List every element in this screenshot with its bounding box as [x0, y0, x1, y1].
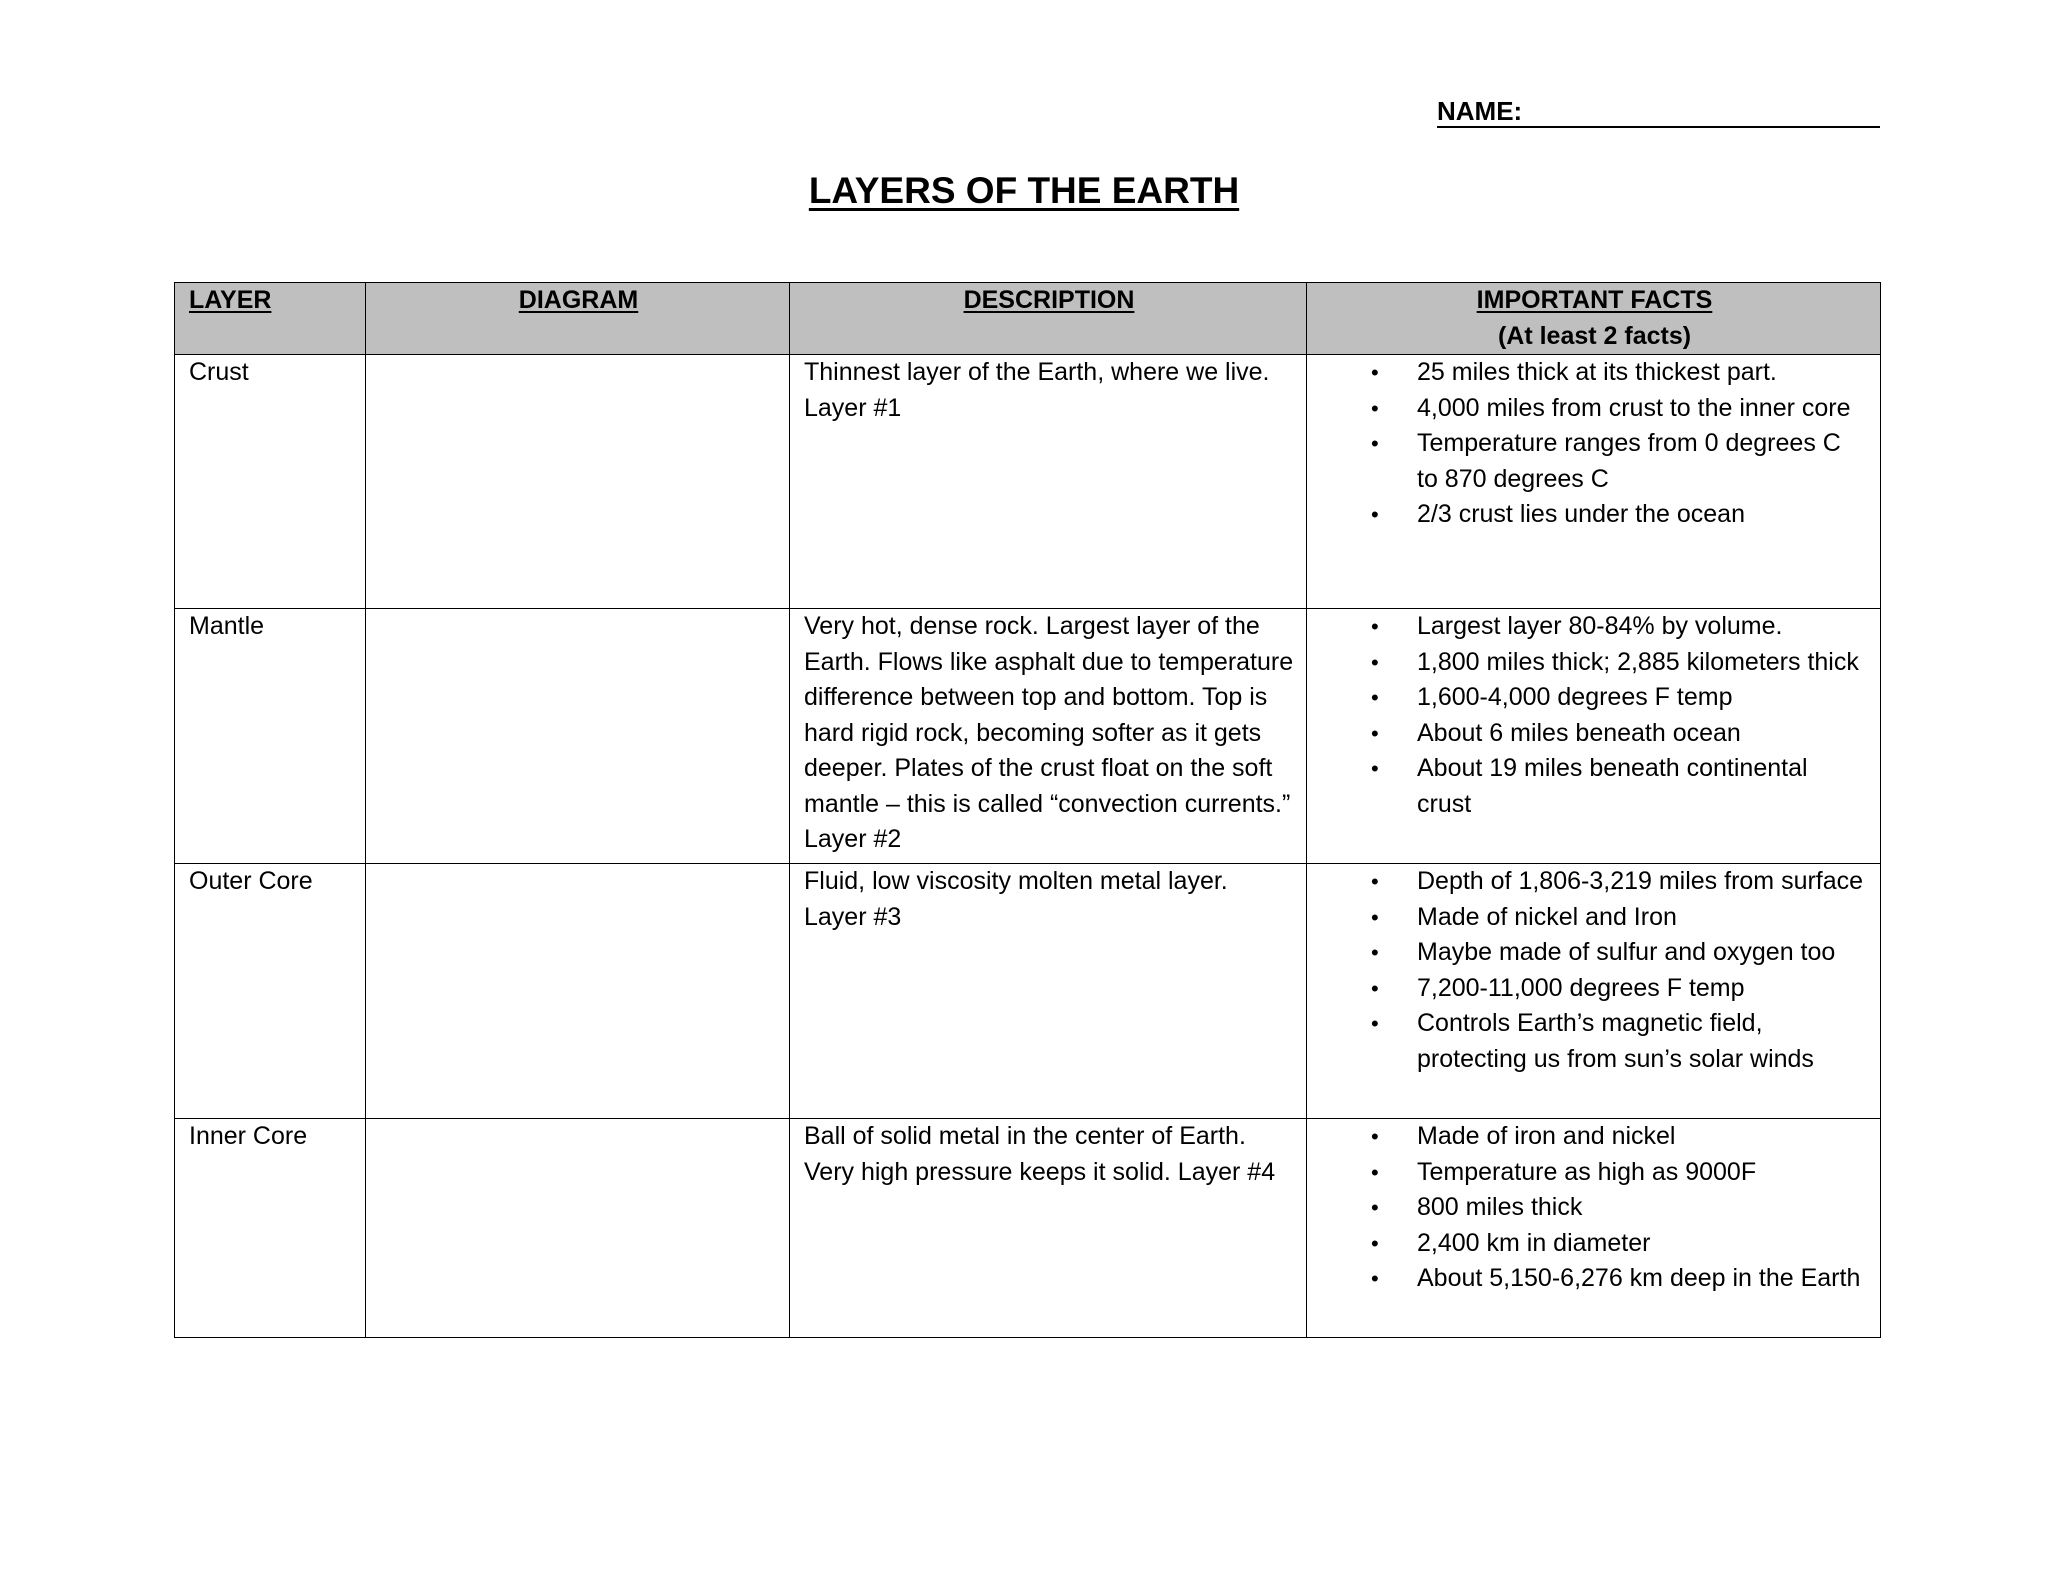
facts-cell	[1307, 864, 1881, 1119]
fact-item: • 1,600-4,000 degrees F temp	[1321, 680, 1868, 716]
fact-item: • 4,000 miles from crust to the inner core	[1321, 391, 1868, 427]
facts-cell	[1307, 355, 1881, 609]
table-row	[175, 864, 1881, 1119]
page-title	[0, 166, 2048, 216]
diagram-cell[interactable]	[366, 1119, 790, 1338]
layer-cell: Outer Core	[175, 864, 366, 1119]
fact-item: • Made of iron and nickel	[1321, 1119, 1868, 1155]
table-row	[175, 355, 1881, 609]
page-title-text: LAYERS OF THE EARTH	[808, 170, 1240, 211]
fact-item: • 25 miles thick at its thickest part.	[1321, 355, 1868, 391]
header-description	[790, 283, 1307, 355]
fact-item: • Controls Earth’s magnetic field, protecting us from sun’s solar winds	[1321, 1006, 1868, 1077]
table-row	[175, 1119, 1881, 1338]
fact-item: • Temperature ranges from 0 degrees C to 870 degrees C	[1321, 426, 1868, 497]
fact-item: • 2,400 km in diameter	[1321, 1226, 1868, 1262]
header-diagram	[366, 283, 790, 355]
diagram-cell[interactable]	[366, 609, 790, 864]
header-diagram-label: DIAGRAM	[518, 286, 639, 314]
name-field[interactable]	[1437, 94, 1880, 128]
diagram-cell[interactable]	[366, 864, 790, 1119]
fact-item: • 1,800 miles thick; 2,885 kilometers thick	[1321, 645, 1868, 681]
table-header-row	[175, 283, 1881, 355]
layer-cell: Inner Core	[175, 1119, 366, 1338]
description-cell: Fluid, low viscosity molten metal layer. Layer #3	[790, 864, 1307, 1119]
fact-item: • Largest layer 80-84% by volume.	[1321, 609, 1868, 645]
layers-table	[174, 282, 1881, 1338]
description-cell: Very hot, dense rock. Largest layer of the Earth. Flows like asphalt due to temperature difference between top and bottom. Top is hard rigid rock, becoming softer as it gets deeper. Plates of the crust float on the soft mantle – this is called “convection currents.” Layer #2	[790, 609, 1307, 864]
name-label: NAME:	[1437, 96, 1523, 126]
facts-list	[1321, 864, 1868, 1077]
header-facts	[1307, 283, 1881, 355]
fact-item: • About 5,150-6,276 km deep in the Earth	[1321, 1261, 1868, 1297]
fact-item: • Temperature as high as 9000F	[1321, 1155, 1868, 1191]
header-layer-label: LAYER	[189, 286, 272, 314]
facts-cell	[1307, 1119, 1881, 1338]
table-row	[175, 609, 1881, 864]
facts-cell	[1307, 609, 1881, 864]
fact-item: • 7,200-11,000 degrees F temp	[1321, 971, 1868, 1007]
diagram-cell[interactable]	[366, 355, 790, 609]
fact-item: • About 19 miles beneath continental crust	[1321, 751, 1868, 822]
header-description-label: DESCRIPTION	[963, 286, 1135, 314]
facts-list	[1321, 609, 1868, 822]
layer-cell: Mantle	[175, 609, 366, 864]
facts-list	[1321, 355, 1868, 533]
description-cell: Thinnest layer of the Earth, where we live. Layer #1	[790, 355, 1307, 609]
header-facts-sublabel: (At least 2 facts)	[1497, 321, 1692, 350]
fact-item: • 800 miles thick	[1321, 1190, 1868, 1226]
layer-cell: Crust	[175, 355, 366, 609]
fact-item: • Maybe made of sulfur and oxygen too	[1321, 935, 1868, 971]
fact-item: • Made of nickel and Iron	[1321, 900, 1868, 936]
fact-item: • 2/3 crust lies under the ocean	[1321, 497, 1868, 533]
fact-item: • Depth of 1,806-3,219 miles from surface	[1321, 864, 1868, 900]
header-facts-label: IMPORTANT FACTS	[1476, 286, 1713, 314]
fact-item: • About 6 miles beneath ocean	[1321, 716, 1868, 752]
header-layer	[175, 283, 366, 355]
description-cell: Ball of solid metal in the center of Earth. Very high pressure keeps it solid. Layer #4	[790, 1119, 1307, 1338]
facts-list	[1321, 1119, 1868, 1297]
